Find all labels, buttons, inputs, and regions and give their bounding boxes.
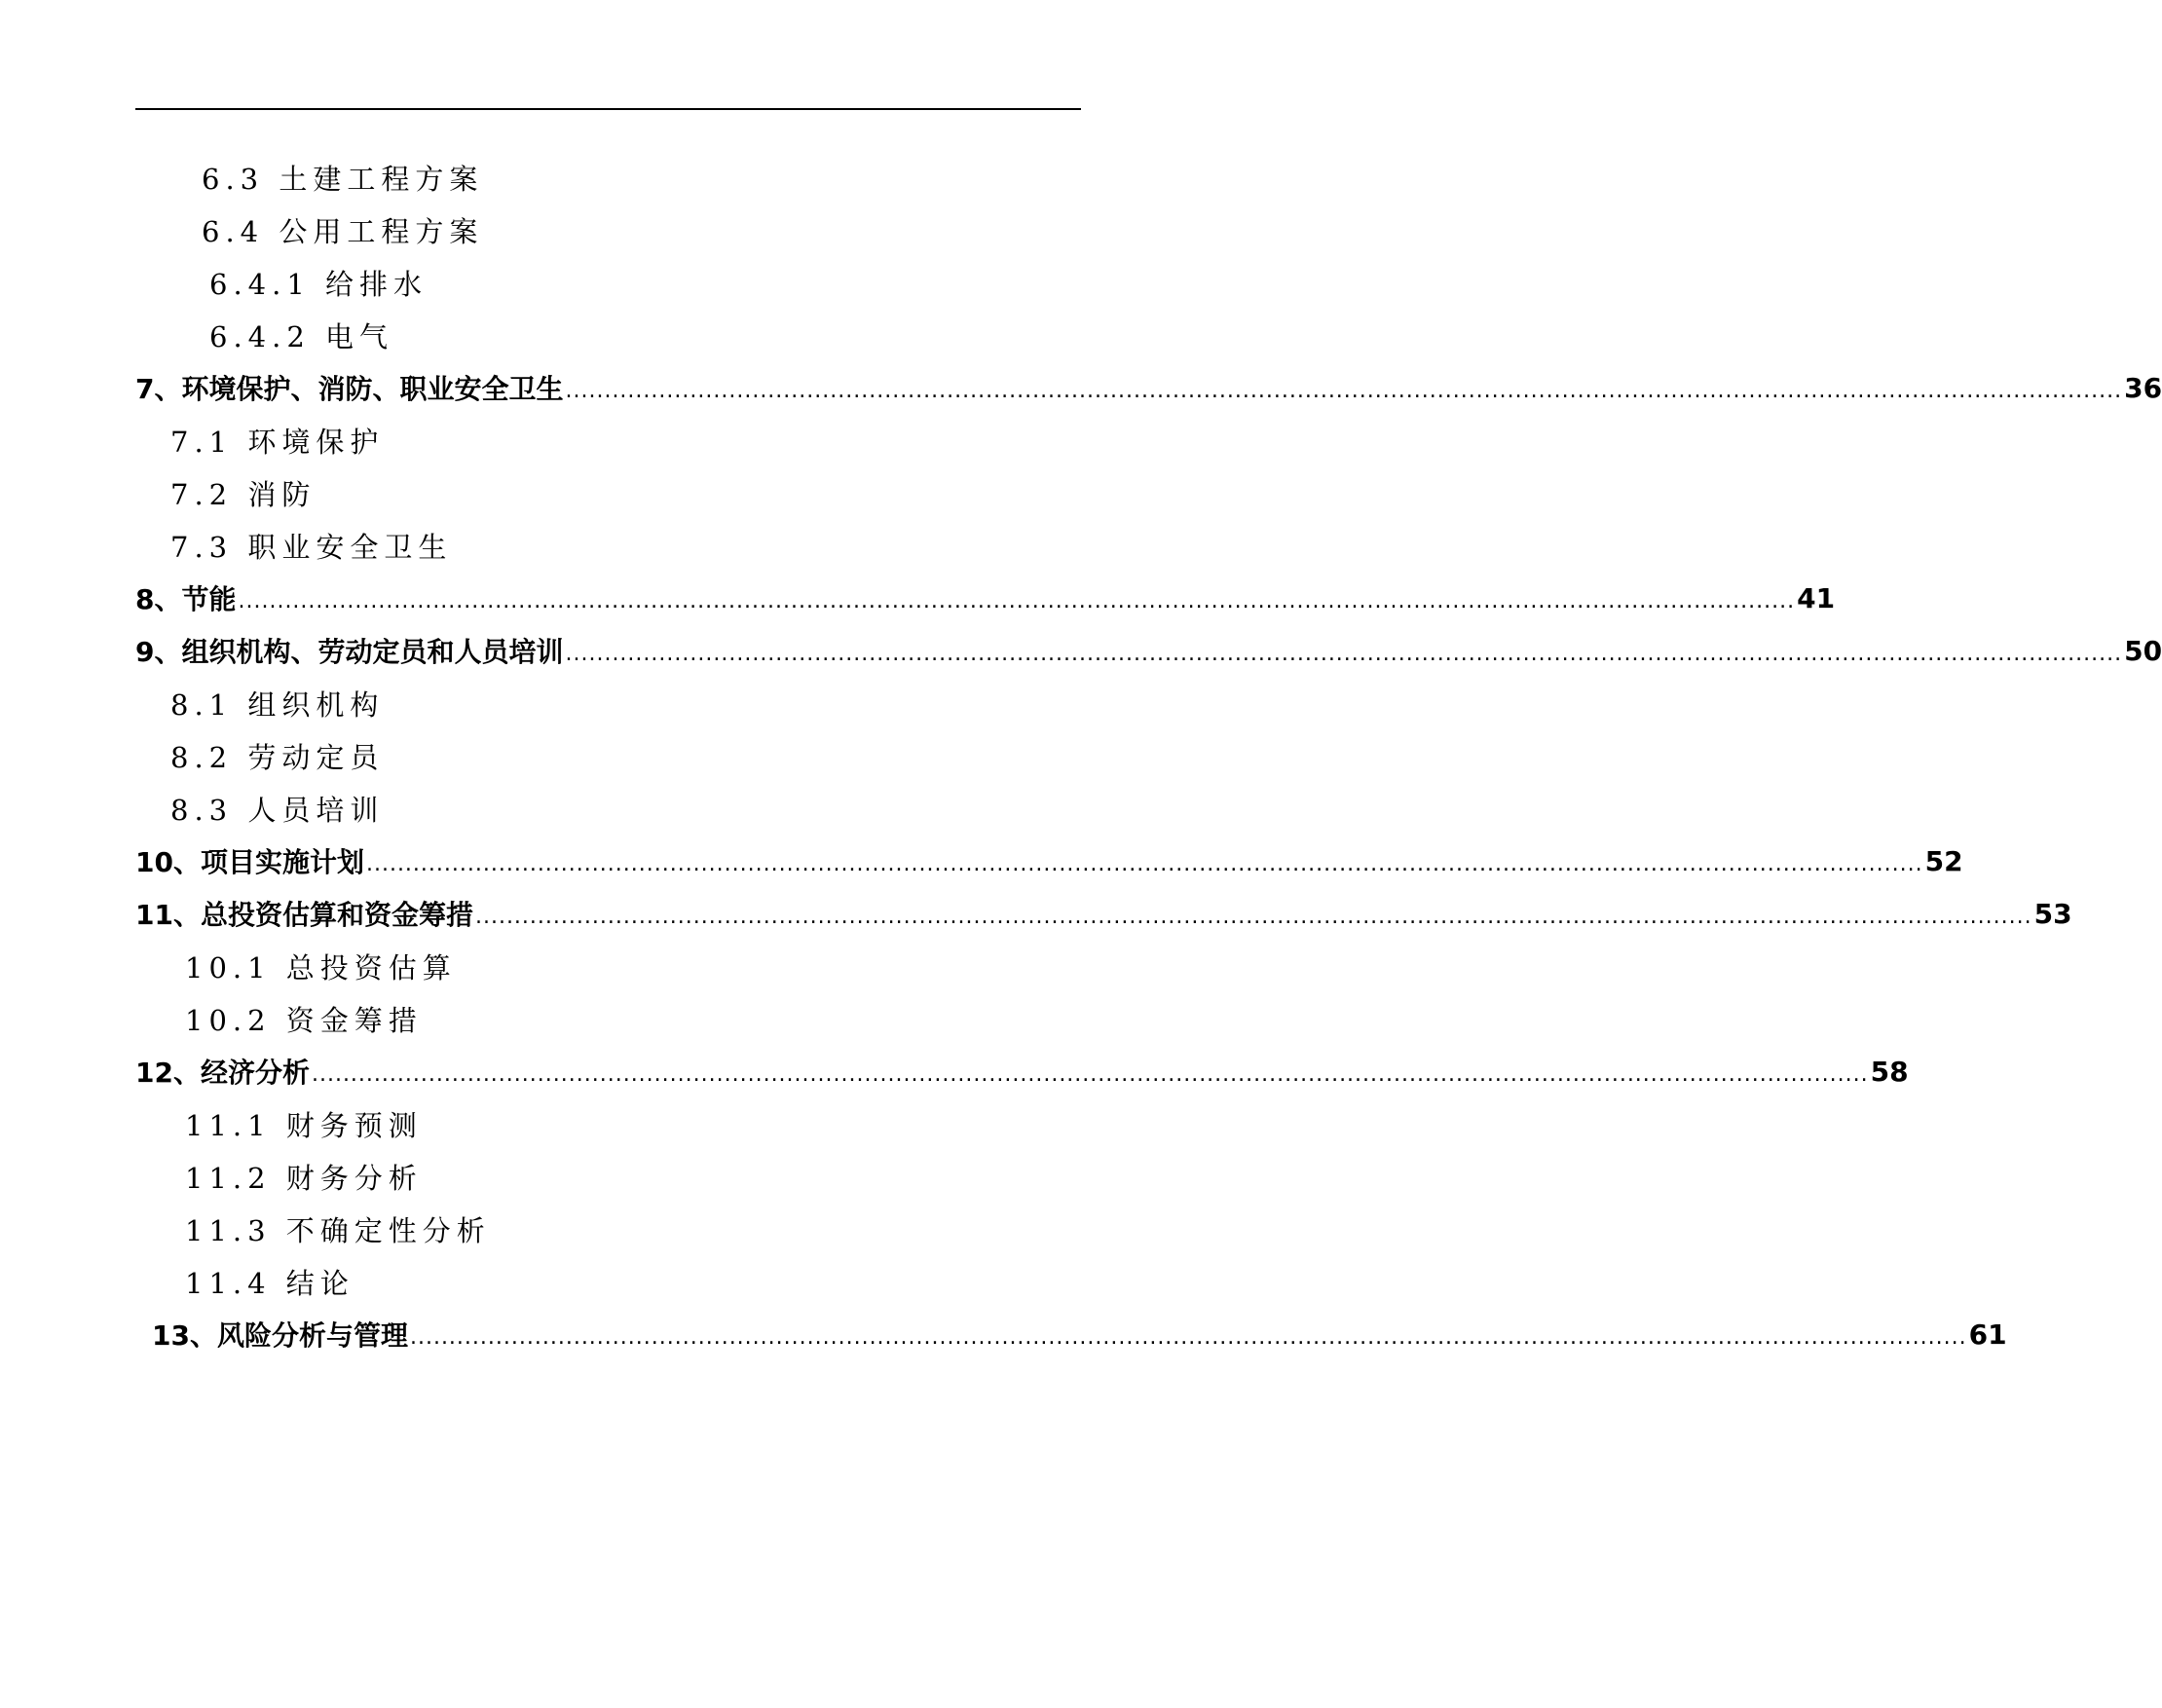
toc-subentry[interactable] [170,471,316,514]
toc-page-number: 36 [2124,371,2162,404]
toc-dot-leader: ........................................................................................................................................................................................................ [238,588,1796,613]
toc-dot-leader: ........................................................................................................................................................................................................ [565,378,2123,403]
toc-subentry[interactable] [185,997,423,1040]
toc-subentry-text: 11.2 财务分析 [185,1161,423,1195]
toc-subentry-text: 6.4.1 给排水 [209,267,429,301]
toc-subentry[interactable] [185,945,457,987]
toc-subentry-text: 6.3 土建工程方案 [202,162,484,196]
toc-dot-leader: ........................................................................................................................................................................................................ [409,1324,1967,1350]
toc-entry-title: 11、总投资估算和资金筹措 [135,899,473,931]
toc-page-number: 52 [1924,844,1963,877]
toc-subentry-text: 6.4 公用工程方案 [202,214,484,248]
toc-subentry-text: 7.1 环境保护 [170,425,385,459]
toc-subentry[interactable] [185,1102,423,1145]
toc-subentry-text: 10.2 资金筹措 [185,1003,423,1037]
toc-subentry-text: 8.1 组织机构 [170,687,385,722]
toc-subentry-text: 11.4 结论 [185,1266,354,1300]
toc-entry-title: 10、项目实施计划 [135,846,364,878]
toc-subentry[interactable] [170,682,384,724]
toc-entry-chapter-13[interactable] [152,1313,2007,1355]
toc-subentry-text: 8.3 人员培训 [170,793,385,827]
toc-entry-chapter-9[interactable] [135,629,2162,672]
toc-entry-title: 12、经济分析 [135,1057,310,1089]
toc-entry-chapter-10[interactable] [135,839,1963,882]
toc-subentry[interactable] [185,1260,354,1303]
toc-page-number: 61 [1968,1318,2007,1351]
toc-entry-chapter-7[interactable] [135,366,2162,409]
toc-subentry[interactable] [170,419,384,462]
toc-subentry-text: 8.2 劳动定员 [170,740,385,774]
toc-subentry[interactable] [202,156,483,199]
toc-entry-chapter-12[interactable] [135,1050,1909,1093]
toc-dot-leader: ........................................................................................................................................................................................................ [565,641,2123,666]
toc-subentry[interactable] [209,314,393,356]
toc-dot-leader: ........................................................................................................................................................................................................ [365,851,1923,876]
toc-page-number: 53 [2033,897,2072,930]
toc-subentry-text: 11.3 不确定性分析 [185,1213,491,1247]
header-rule [135,108,1081,110]
toc-entry-chapter-11[interactable] [135,892,2072,935]
toc-subentry-text: 6.4.2 电气 [209,319,394,353]
toc-page-number: 41 [1797,581,1836,614]
toc-subentry-text: 7.3 职业安全卫生 [170,530,453,564]
toc-entry-title: 7、环境保护、消防、职业安全卫生 [135,373,564,405]
toc-subentry-text: 7.2 消防 [170,477,317,511]
toc-subentry-text: 11.1 财务预测 [185,1108,423,1142]
toc-subentry[interactable] [170,734,384,777]
toc-entry-title: 8、节能 [135,583,237,615]
toc-dot-leader: ........................................................................................................................................................................................................ [474,904,2032,929]
toc-subentry[interactable] [202,208,483,251]
toc-subentry[interactable] [170,787,384,830]
toc-entry-title: 9、组织机构、劳动定员和人员培训 [135,636,564,668]
toc-subentry[interactable] [185,1155,423,1198]
toc-subentry[interactable] [209,261,428,304]
toc-subentry[interactable] [185,1207,491,1250]
toc-subentry[interactable] [170,524,452,567]
toc-page-number: 58 [1870,1055,1909,1088]
toc-page-number: 50 [2124,634,2162,667]
toc-subentry-text: 10.1 总投资估算 [185,950,457,984]
toc-entry-title: 13、风险分析与管理 [152,1319,408,1352]
toc-dot-leader: ........................................................................................................................................................................................................ [311,1061,1869,1087]
toc-entry-chapter-8[interactable] [135,576,1836,619]
